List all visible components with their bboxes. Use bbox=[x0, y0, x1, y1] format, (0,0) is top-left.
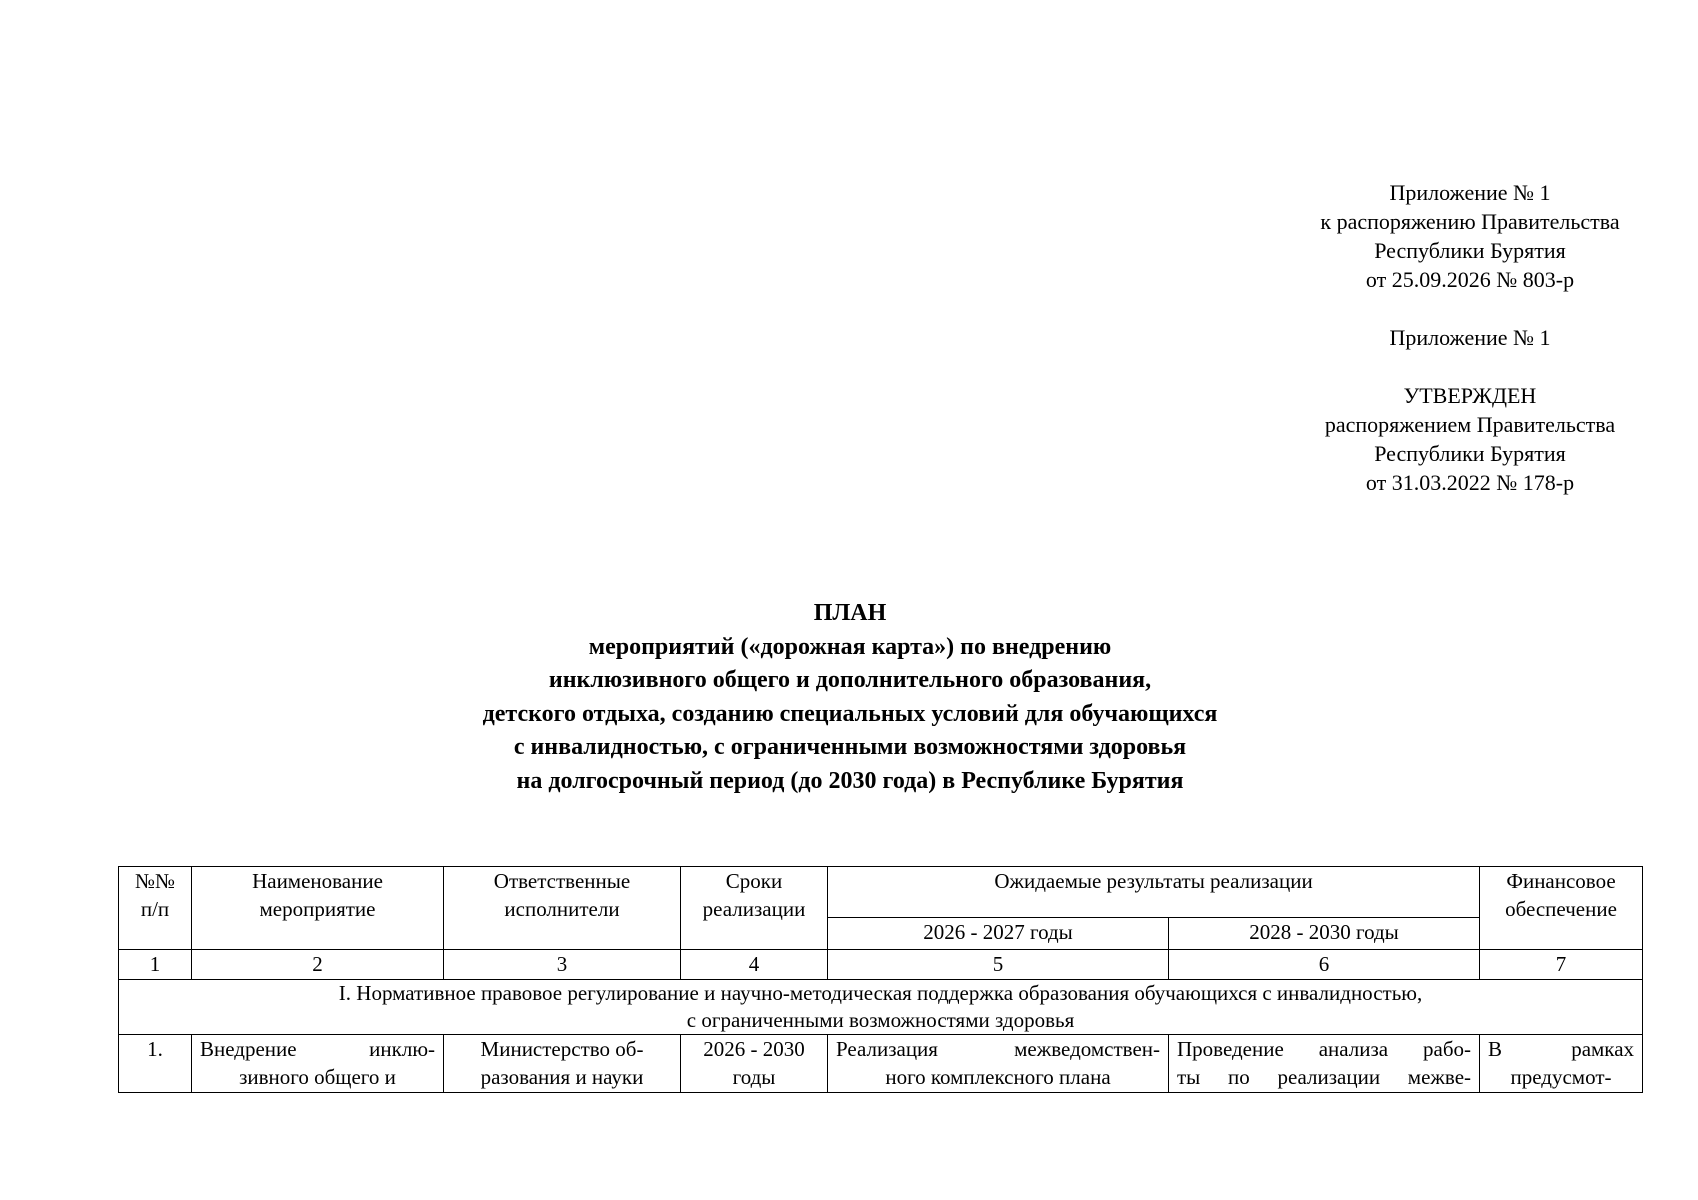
column-number: 6 bbox=[1169, 950, 1480, 980]
section-row bbox=[119, 980, 1643, 1035]
document-title bbox=[300, 597, 1400, 798]
plan-table bbox=[118, 866, 1643, 1093]
title-line: детского отдыха, созданию специальных условий для обучающихся bbox=[482, 700, 1218, 727]
table-header-row bbox=[119, 867, 1643, 918]
column-number: 3 bbox=[444, 950, 681, 980]
title-line: мероприятий («дорожная карта») по внедрению bbox=[588, 633, 1112, 660]
header-results: Ожидаемые результаты реализации bbox=[828, 867, 1480, 918]
appendix-line: к распоряжению Правительства bbox=[1320, 209, 1620, 234]
section-title: I. Нормативное правовое регулирование и научно-методическая поддержка образования обучающихся с инвалидностью, с ограниченными возможностями здоровья bbox=[119, 980, 1643, 1035]
row-result-1: Реализация межведомствен- ного комплексного плана bbox=[828, 1035, 1169, 1093]
header-name: Наименование мероприятие bbox=[192, 867, 444, 950]
title-line: на долгосрочный период (до 2030 года) в Республике Бурятия bbox=[516, 767, 1184, 794]
approved-stamp bbox=[1280, 381, 1660, 497]
row-result-2: Проведение анализа рабо- ты по реализации межве- bbox=[1169, 1035, 1480, 1093]
column-numbers-row bbox=[119, 950, 1643, 980]
column-number: 5 bbox=[828, 950, 1169, 980]
approved-line: от 31.03.2022 № 178-р bbox=[1365, 470, 1575, 495]
column-number: 2 bbox=[192, 950, 444, 980]
appendix-line: Республики Бурятия bbox=[1374, 238, 1566, 263]
header-executors: Ответственные исполнители bbox=[444, 867, 681, 950]
appendix-stamp bbox=[1280, 178, 1660, 294]
header-period-2: 2028 - 2030 годы bbox=[1169, 918, 1480, 950]
approved-line: Республики Бурятия bbox=[1374, 441, 1566, 466]
column-number: 7 bbox=[1480, 950, 1643, 980]
title-line: с инвалидностью, с ограниченными возможностями здоровья bbox=[513, 734, 1187, 760]
row-financing: В рамках предусмот- bbox=[1480, 1035, 1643, 1093]
approved-line: распоряжением Правительства bbox=[1324, 412, 1616, 437]
approved-line: УТВЕРЖДЕН bbox=[1403, 383, 1537, 408]
header-num: №№ п/п bbox=[119, 867, 192, 950]
table-row bbox=[119, 1035, 1643, 1093]
column-number: 1 bbox=[119, 950, 192, 980]
row-executors: Министерство об- разования и науки bbox=[444, 1035, 681, 1093]
appendix-line: Приложение № 1 bbox=[1389, 180, 1551, 205]
header-terms: Сроки реализации bbox=[681, 867, 828, 950]
appendix-label bbox=[1280, 323, 1660, 352]
appendix-label-text: Приложение № 1 bbox=[1389, 325, 1551, 350]
header-financing: Финансовое обеспечение bbox=[1480, 867, 1643, 950]
appendix-line: от 25.09.2026 № 803-р bbox=[1365, 267, 1575, 292]
header-period-1: 2026 - 2027 годы bbox=[828, 918, 1169, 950]
row-terms: 2026 - 2030 годы bbox=[681, 1035, 828, 1093]
row-num: 1. bbox=[119, 1035, 192, 1093]
column-number: 4 bbox=[681, 950, 828, 980]
row-name: Внедрение инклю- зивного общего и bbox=[192, 1035, 444, 1093]
title-line: ПЛАН bbox=[813, 600, 887, 626]
title-line: инклюзивного общего и дополнительного образования, bbox=[548, 667, 1152, 693]
